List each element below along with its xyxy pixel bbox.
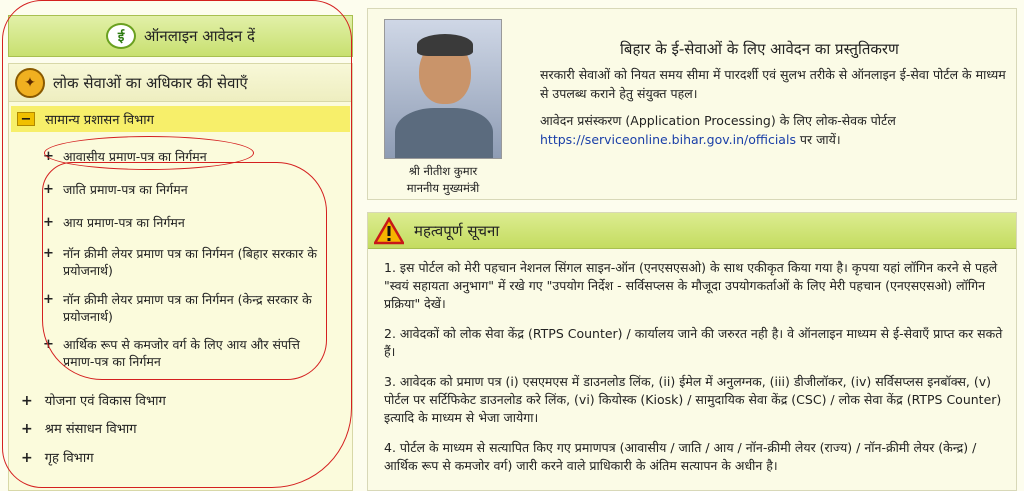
- notice-title: महत्वपूर्ण सूचना: [414, 221, 500, 240]
- expand-icon[interactable]: +: [43, 292, 54, 307]
- notice-item: 1. इस पोर्टल को मेरी पहचान नेशनल सिंगल साइन-ऑन (एनएसएसओ) के साथ एकीकृत किया गया है। कृपया यहां लॉगिन करने से पहले "स्वयं सहायता अनुभाग" में रखे गए "उपयोग निर्देश - सर्विसप्लस के मौजूदा उपयोगकर्ताओं के लिए मेरी पहचान (एनएसएसओ) लॉगिन प्रक्रिया" देखें।: [384, 260, 998, 311]
- notice-item: 4. पोर्टल के माध्यम से सत्यापित किए गए प्रमाणपत्र (आवासीय / जाति / आय / नॉन-क्रीमी लेयर (राज्य) / नॉन-क्रीमी लेयर (केन्द्र) / आर्थिक रूप से कमजोर वर्ग) जारी करने वाले प्राधिकारी के अंतिम सत्यापन के अधीन है।: [384, 440, 977, 473]
- collapse-icon[interactable]: −: [17, 112, 35, 126]
- intro-text: [540, 65, 1010, 157]
- left-column: [8, 8, 353, 491]
- expand-icon[interactable]: +: [21, 450, 33, 466]
- service-item-residential[interactable]: [43, 148, 323, 165]
- warning-icon: [374, 217, 404, 245]
- dept-home[interactable]: [21, 448, 94, 466]
- dept-general-administration[interactable]: [11, 106, 350, 132]
- service-label[interactable]: आर्थिक रूप से कमजोर वर्ग के लिए आय और संपत्ति प्रमाण-पत्र का निर्गमन: [63, 337, 300, 369]
- officials-portal-link[interactable]: https://serviceonline.bihar.gov.in/officials: [540, 132, 796, 147]
- e-seva-logo-icon: ई: [106, 23, 136, 49]
- officials-suffix: पर जायें।: [795, 132, 841, 147]
- officials-paragraph: [540, 111, 1010, 149]
- chief-minister-photo: [384, 19, 502, 159]
- rtps-logo-icon: ✦: [15, 68, 45, 98]
- dept-label: श्रम संसाधन विभाग: [44, 422, 137, 437]
- cm-designation: माननीय मुख्यमंत्री: [406, 181, 480, 195]
- expand-icon[interactable]: +: [21, 421, 33, 437]
- dept-labour[interactable]: [21, 419, 137, 437]
- dept-label: सामान्य प्रशासन विभाग: [45, 113, 154, 128]
- notice-item: 3. आवेदक को प्रमाण पत्र (i) एसएमएस में डाउनलोड लिंक, (ii) ईमेल में अनुलग्नक, (iii) डीजीलॉकर, (iv) सर्विसप्लस इनबॉक्स, (v) पोर्टल पर सर्टिफिकेट डाउनलोड करे लिंक, (vi) कियोस्क (Kiosk) / सामुदायिक सेवा केंद्र (CSC) / लोक सेवा केंद्र (RTPS Counter) इत्यादि के माध्यम से भेजा जायेगा।: [384, 374, 1002, 425]
- services-header: [9, 64, 352, 102]
- dept-planning[interactable]: [21, 391, 166, 409]
- service-label[interactable]: नॉन क्रीमी लेयर प्रमाण पत्र का निर्गमन (बिहार सरकार के प्रयोजनार्थ): [63, 246, 317, 278]
- service-item-ncl-state[interactable]: [43, 245, 323, 279]
- intro-title: बिहार के ई-सेवाओं के लिए आवेदन का प्रस्तुतिकरण: [620, 40, 899, 58]
- expand-icon[interactable]: +: [21, 393, 33, 409]
- service-label[interactable]: जाति प्रमाण-पत्र का निर्गमन: [63, 182, 188, 197]
- dept-label: योजना एवं विकास विभाग: [44, 394, 166, 409]
- intro-paragraph: सरकारी सेवाओं को नियत समय सीमा में पारदर्शी एवं सुलभ तरीके से ऑनलाइन ई-सेवा पोर्टल के माध्यम से उपलब्ध कराने हेतु संयुक्त पहल।: [540, 67, 1006, 101]
- service-label[interactable]: नॉन क्रीमी लेयर प्रमाण पत्र का निर्गमन (केन्द्र सरकार के प्रयोजनार्थ): [63, 292, 312, 324]
- service-label[interactable]: आय प्रमाण-पत्र का निर्गमन: [63, 215, 185, 230]
- dept-label: गृह विभाग: [44, 451, 94, 466]
- expand-icon[interactable]: +: [43, 215, 54, 230]
- photo-caption: [374, 163, 512, 197]
- expand-icon[interactable]: +: [43, 182, 54, 197]
- notice-header: [368, 213, 1016, 249]
- service-item-ncl-central[interactable]: [43, 291, 323, 325]
- expand-icon[interactable]: +: [43, 246, 54, 261]
- cm-name: श्री नीतीश कुमार: [408, 164, 478, 178]
- service-item-income[interactable]: [43, 214, 323, 231]
- officials-text: आवेदन प्रसंस्करण (Application Processing) के लिए लोक-सेवक पोर्टल: [540, 113, 896, 128]
- apply-online-button[interactable]: [8, 15, 353, 57]
- services-title: लोक सेवाओं का अधिकार की सेवाएँ: [53, 73, 248, 92]
- service-item-ews[interactable]: [43, 336, 323, 370]
- notice-list: [368, 249, 1016, 475]
- service-label[interactable]: आवासीय प्रमाण-पत्र का निर्गमन: [63, 149, 207, 164]
- rtps-services-panel: [8, 63, 353, 491]
- expand-icon[interactable]: +: [43, 337, 54, 352]
- expand-icon[interactable]: +: [43, 149, 54, 164]
- intro-panel: [367, 8, 1017, 200]
- apply-online-label: ऑनलाइन आवेदन दें: [144, 27, 255, 45]
- service-item-caste[interactable]: [43, 181, 323, 198]
- important-notice-panel: [367, 212, 1017, 491]
- notice-item: 2. आवेदकों को लोक सेवा केंद्र (RTPS Counter) / कार्यालय जाने की जरुरत नही है। वे ऑनलाइन माध्यम से ई-सेवाएँ प्राप्त कर सकते हैं।: [384, 326, 1003, 359]
